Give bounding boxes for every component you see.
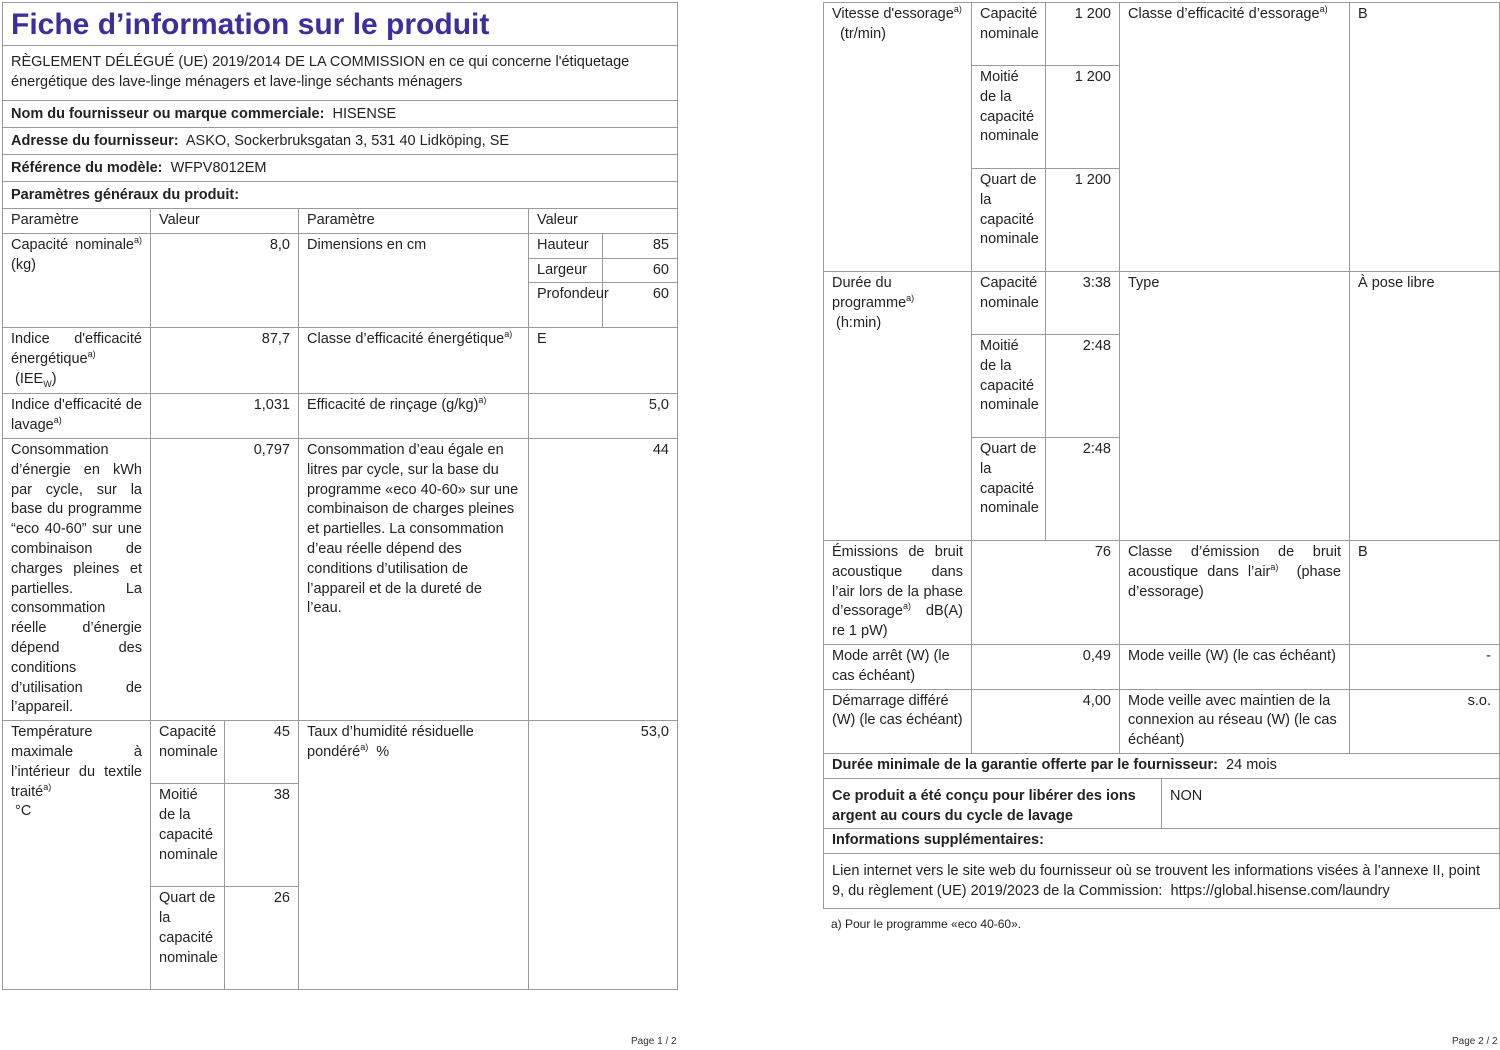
energy-class-label: Classe d’efficacité énergétique$^{a)}$ [299, 328, 529, 394]
table-row [824, 3, 1500, 66]
rinse-value: 5,0 [529, 394, 678, 439]
address-row [2, 127, 678, 154]
temp-half-label: Moitié de la capacité nominale [151, 784, 225, 887]
table-row [824, 689, 1500, 753]
general-params-heading: Paramètres généraux du produit: [2, 181, 678, 208]
rinse-label: Efficacité de rinçage $(g/kg)^{a)}$ [299, 394, 529, 439]
silver-label: Ce produit a été conçu pour libérer des ions argent au cours du cycle de lavage [824, 778, 1162, 829]
temp-rated-value: 45 [225, 721, 299, 784]
dimensions-label: Dimensions en cm [299, 233, 529, 328]
footnote: a) Pour le programme «eco 40-60». [831, 916, 1022, 931]
table-row [3, 328, 678, 394]
capacity-value: 8,0 [151, 233, 299, 328]
duration-quarter-value: 2:48 [1046, 438, 1120, 541]
duration-quarter-label: Quart de la capacité nominale [972, 438, 1046, 541]
table-row [824, 272, 1500, 335]
spin-rated-value: 1 200 [1046, 3, 1120, 66]
type-value: À pose libre [1350, 272, 1500, 541]
energy-consumption-value: 0,797 [151, 438, 299, 720]
model-label: Référence du modèle: [11, 160, 163, 176]
silver-row [824, 778, 1500, 829]
table-row [3, 394, 678, 439]
warranty-label: Durée minimale de la garantie offerte par le fournisseur: [832, 756, 1218, 773]
supplier-label: Nom du fournisseur ou marque commerciale: [11, 106, 325, 122]
extra-info-row [824, 829, 1500, 854]
table-header-row [3, 209, 678, 234]
temp-quarter-value: 26 [225, 887, 299, 990]
width-label: Largeur [529, 258, 603, 283]
temperature-label: Température maximale à l’intérieur du textile traité$^{a)}$ °C [3, 721, 151, 990]
spin-class-value: B [1350, 3, 1500, 272]
page-title: Fiche d’information sur le produit [2, 2, 678, 45]
header-parameter-1: Paramètre [3, 209, 151, 234]
standby-value: - [1350, 644, 1500, 689]
table-row [824, 541, 1500, 645]
address-value: ASKO, Sockerbruksgatan 3, 531 40 Lidköping, SE [185, 133, 510, 149]
silver-value: NON [1162, 778, 1500, 829]
energy-consumption-label: Consommation d’énergie en kWh par cycle, sur la base du programme “eco 40-60” sur une combinaison de charges pleines et partielles. La consommation réelle d’énergie dépend des conditions d’utilisation de l’appareil. [3, 438, 151, 720]
parameters-table-2 [823, 2, 1500, 754]
humidity-value: 53,0 [529, 721, 678, 990]
model-row [2, 154, 678, 181]
off-mode-label: Mode arrêt (W) (le cas échéant) [824, 644, 972, 689]
address-label: Adresse du fournisseur: [11, 133, 179, 149]
page-number-1: Page 1 / 2 [631, 1036, 677, 1047]
page-number-2: Page 2 / 2 [1452, 1036, 1498, 1047]
extra-info-label: Informations supplémentaires: [824, 829, 1500, 854]
page-2 [823, 2, 1499, 939]
parameters-table [2, 208, 678, 990]
duration-half-value: 2:48 [1046, 335, 1120, 438]
height-value: 85 [603, 233, 678, 258]
supplier-link[interactable]: https://global.hisense.com/laundry [1170, 882, 1390, 899]
table-row [3, 438, 678, 720]
eei-label: Indice d'efficacité énergétique$^{a)}$ $(IEE_W)$ [3, 328, 151, 394]
wash-index-value: 1,031 [151, 394, 299, 439]
water-consumption-label: Consommation d’eau égale en litres par cycle, sur la base du programme «eco 40-60» sur une combinaison de charges pleines et partielles. La consommation d’eau réelle dépend des conditions d’utilisation de l’appareil et de la dureté de l’eau. [299, 438, 529, 720]
spin-label: Vitesse d'essorage$^{a)}$ (tr/min) [824, 3, 972, 272]
duration-half-label: Moitié de la capacité nominale [972, 335, 1046, 438]
header-value-2: Valeur [529, 209, 678, 234]
spin-half-label: Moitié de la capacité nominale [972, 66, 1046, 169]
eei-value: 87,7 [151, 328, 299, 394]
depth-value: 60 [603, 283, 678, 328]
wash-index-label: Indice d'efficacité de lavage$^{a)}$ [3, 394, 151, 439]
standby-label: Mode veille (W) (le cas échéant) [1120, 644, 1350, 689]
table-row [3, 233, 678, 258]
link-row [824, 854, 1500, 909]
temp-rated-label: Capacité nominale [151, 721, 225, 784]
noise-class-value: B [1350, 541, 1500, 645]
network-standby-value: s.o. [1350, 689, 1500, 753]
table-row [3, 721, 678, 784]
spin-half-value: 1 200 [1046, 66, 1120, 169]
off-mode-value: 0,49 [972, 644, 1120, 689]
page-1 [2, 2, 678, 990]
type-label: Type [1120, 272, 1350, 541]
height-label: Hauteur [529, 233, 603, 258]
header-parameter-2: Paramètre [299, 209, 529, 234]
noise-class-label: Classe d’émission de bruit acoustique dans l’air$^{a)}$ (phase d’essorage) [1120, 541, 1350, 645]
temp-quarter-label: Quart de la capacité nominale [151, 887, 225, 990]
info-table [823, 753, 1500, 909]
spin-class-label: Classe d’efficacité d’essorage$^{a)}$ [1120, 3, 1350, 272]
noise-label: Émissions de bruit acoustique dans l’air lors de la phase d’essorage$^{a)}$ dB(A) re 1 pW) [824, 541, 972, 645]
regulation-text: RÈGLEMENT DÉLÉGUÉ (UE) 2019/2014 DE LA COMMISSION en ce qui concerne l'étiquetage énergétique des lave-linge ménagers et lave-linge séchants ménagers [2, 45, 678, 100]
delay-start-label: Démarrage différé (W) (le cas échéant) [824, 689, 972, 753]
width-value: 60 [603, 258, 678, 283]
link-text: Lien internet vers le site web du fournisseur où se trouvent les informations visées à l’annexe II, point 9, du règlement (UE) 2019/2023 de la Commission: https://global.hisense.com/laundry [824, 854, 1500, 909]
noise-value: 76 [972, 541, 1120, 645]
warranty-row [824, 753, 1500, 778]
energy-class-value: E [529, 328, 678, 394]
warranty-value: 24 mois [1226, 756, 1277, 773]
header-value-1: Valeur [151, 209, 299, 234]
duration-rated-label: Capacité nominale [972, 272, 1046, 335]
spin-quarter-label: Quart de la capacité nominale [972, 169, 1046, 272]
water-consumption-value: 44 [529, 438, 678, 720]
supplier-row [2, 100, 678, 127]
model-value: WFPV8012EM [170, 160, 267, 176]
spin-quarter-value: 1 200 [1046, 169, 1120, 272]
capacity-label: Capacité nominale$^{a)}$ (kg) [3, 233, 151, 328]
duration-label: Durée du programme$^{a)}$ (h:min) [824, 272, 972, 541]
table-row [824, 644, 1500, 689]
spin-rated-label: Capacité nominale [972, 3, 1046, 66]
duration-rated-value: 3:38 [1046, 272, 1120, 335]
depth-label: Profondeur [529, 283, 603, 328]
temp-half-value: 38 [225, 784, 299, 887]
delay-start-value: 4,00 [972, 689, 1120, 753]
humidity-label: Taux d’humidité résiduelle pondéré$^{a)}$ % [299, 721, 529, 990]
supplier-value: HISENSE [332, 106, 397, 122]
network-standby-label: Mode veille avec maintien de la connexion au réseau (W) (le cas échéant) [1120, 689, 1350, 753]
